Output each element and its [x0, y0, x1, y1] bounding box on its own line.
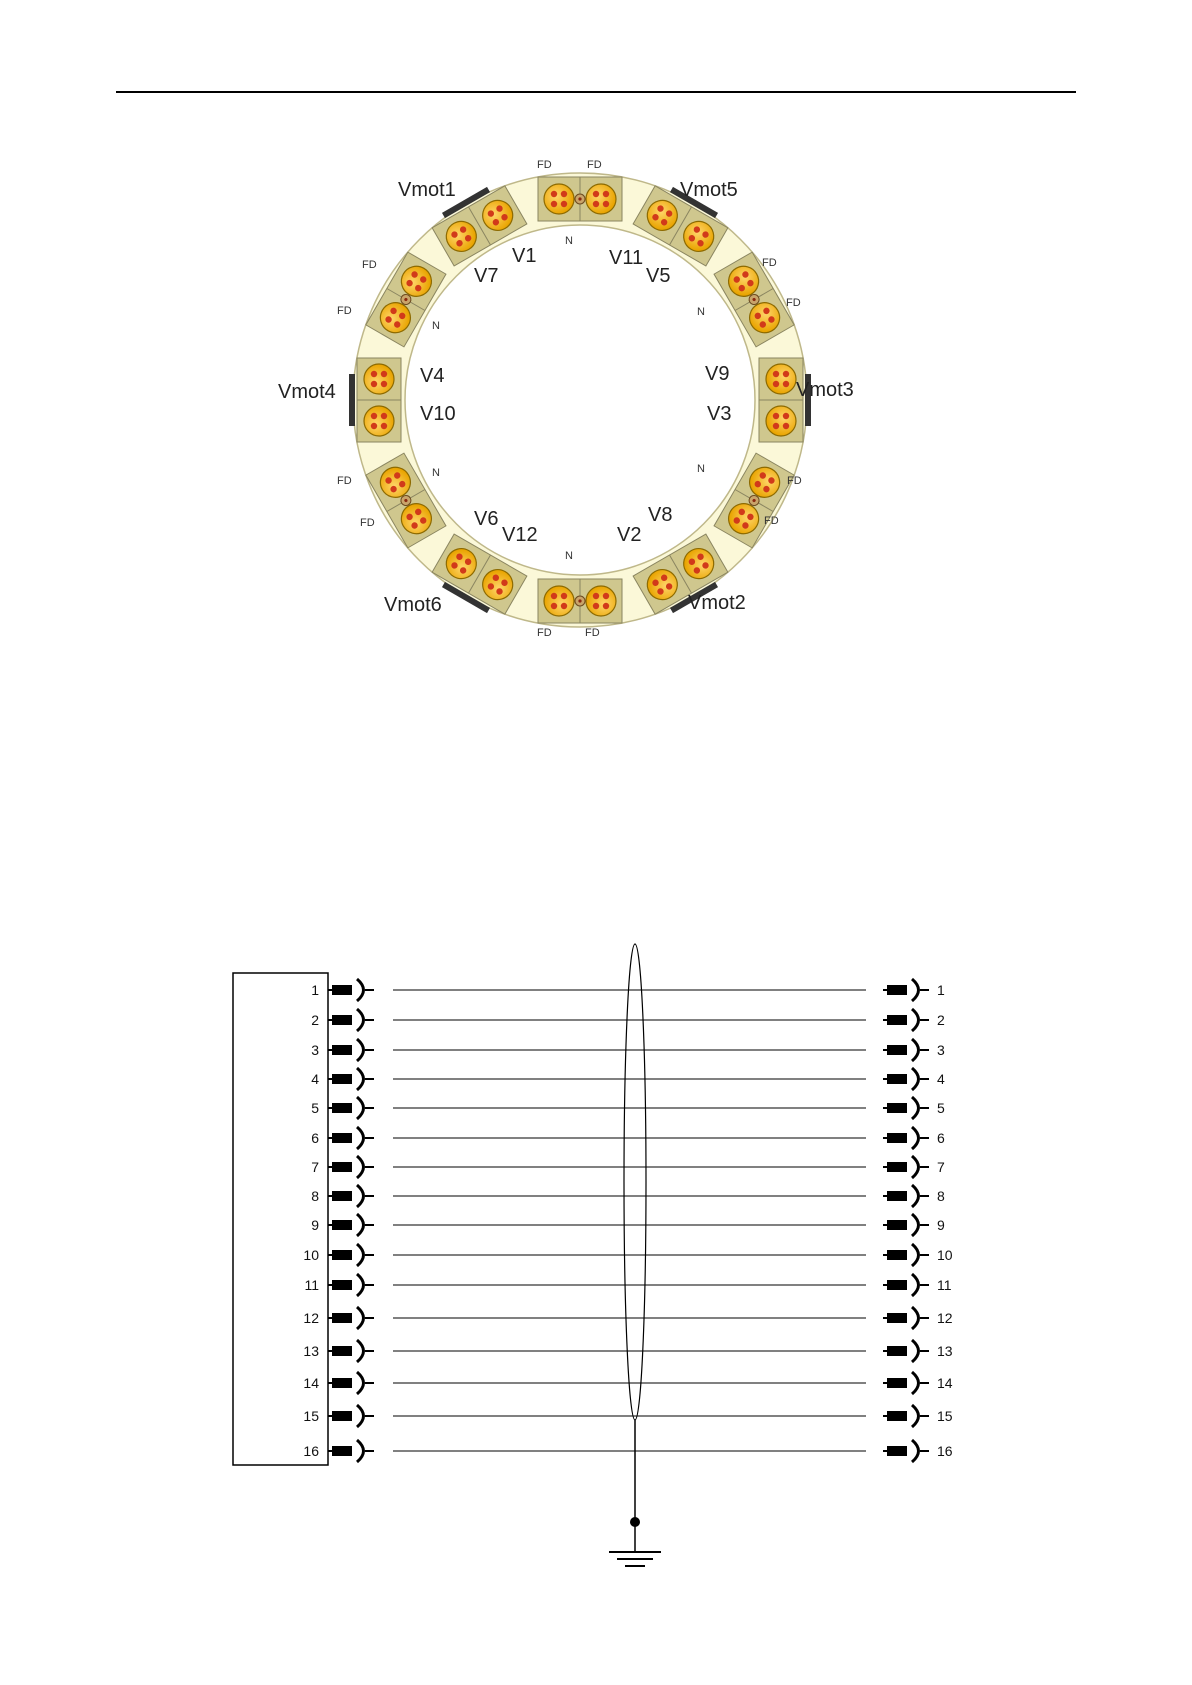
pin-row — [311, 1156, 945, 1178]
pin-row — [311, 1039, 945, 1061]
left-connector-icon — [328, 1440, 374, 1462]
left-pin-label: 16 — [303, 1443, 319, 1459]
right-pin-label: 8 — [937, 1188, 945, 1204]
left-connector-icon — [328, 1097, 374, 1119]
left-pin-label: 15 — [303, 1408, 319, 1424]
left-connector-icon — [328, 1244, 374, 1266]
left-connector-icon — [328, 1185, 374, 1207]
left-connector-icon — [328, 1405, 374, 1427]
right-connector-icon — [883, 1097, 929, 1119]
right-connector-icon — [883, 1405, 929, 1427]
right-connector-icon — [883, 1440, 929, 1462]
right-pin-label: 15 — [937, 1408, 953, 1424]
left-connector-icon — [328, 1009, 374, 1031]
right-pin-label: 10 — [937, 1247, 953, 1263]
right-connector-icon — [883, 1156, 929, 1178]
fd-label: FD — [585, 627, 600, 639]
right-connector-icon — [883, 1185, 929, 1207]
valve-label-v5: V5 — [646, 265, 671, 287]
pin-row — [311, 1068, 945, 1090]
pin-row — [303, 1307, 952, 1329]
fd-label: FD — [537, 627, 552, 639]
right-pin-label: 7 — [937, 1159, 945, 1175]
fd-label: FD — [786, 297, 801, 309]
valve-label-v3: V3 — [707, 403, 732, 425]
right-connector-icon — [883, 1340, 929, 1362]
left-connector-icon — [328, 979, 374, 1001]
right-pin-label: 3 — [937, 1042, 945, 1058]
right-pin-label: 14 — [937, 1375, 953, 1391]
left-connector-icon — [328, 1156, 374, 1178]
pin-row — [311, 1097, 945, 1119]
left-connector-icon — [328, 1127, 374, 1149]
left-pin-label: 13 — [303, 1343, 319, 1359]
left-pin-label: 3 — [311, 1042, 319, 1058]
fd-label: FD — [587, 159, 602, 171]
shield-junction — [630, 1517, 640, 1527]
right-connector-icon — [883, 1244, 929, 1266]
valve-label-v11: V11 — [609, 247, 644, 269]
pin-row — [311, 1214, 945, 1236]
fd-label: FD — [337, 305, 352, 317]
right-pin-label: 4 — [937, 1071, 945, 1087]
pin-row — [311, 1009, 945, 1031]
n-label: N — [565, 235, 573, 247]
fd-label: FD — [787, 475, 802, 487]
right-pin-label: 11 — [937, 1277, 952, 1293]
left-pin-label: 9 — [311, 1217, 319, 1233]
pin-row — [304, 1274, 951, 1296]
n-label: N — [432, 467, 440, 479]
left-pin-label: 8 — [311, 1188, 319, 1204]
pin-row — [311, 1127, 945, 1149]
cable-shield — [624, 944, 646, 1420]
left-pin-label: 5 — [311, 1100, 319, 1116]
left-pin-label: 6 — [311, 1130, 319, 1146]
left-pin-label: 10 — [303, 1247, 319, 1263]
right-pin-label: 1 — [937, 982, 945, 998]
fd-label: FD — [362, 259, 377, 271]
motor-label-vmot3: Vmot3 — [796, 379, 854, 401]
valve-label-v2: V2 — [617, 524, 642, 546]
right-connector-icon — [883, 979, 929, 1001]
right-pin-label: 9 — [937, 1217, 945, 1233]
pin-row — [303, 1440, 952, 1462]
left-pin-label: 1 — [311, 982, 319, 998]
left-pin-label: 2 — [311, 1012, 319, 1028]
valve-label-v7: V7 — [474, 265, 499, 287]
pin-row — [303, 1244, 952, 1266]
left-pin-label: 14 — [303, 1375, 319, 1391]
right-connector-icon — [883, 1372, 929, 1394]
motor-label-vmot4: Vmot4 — [278, 381, 336, 403]
n-label: N — [697, 306, 705, 318]
valve-label-v9: V9 — [705, 363, 730, 385]
right-connector-icon — [883, 1307, 929, 1329]
motor-label-vmot1: Vmot1 — [398, 179, 456, 201]
left-connector-icon — [328, 1214, 374, 1236]
motor-label-vmot2: Vmot2 — [688, 592, 746, 614]
right-pin-label: 16 — [937, 1443, 953, 1459]
fd-label: FD — [762, 257, 777, 269]
right-pin-label: 13 — [937, 1343, 953, 1359]
fd-label: FD — [337, 475, 352, 487]
valve-label-v12: V12 — [502, 524, 538, 546]
valve-label-v1: V1 — [512, 245, 537, 267]
left-pin-label: 11 — [304, 1277, 319, 1293]
fd-label: FD — [764, 515, 779, 527]
right-pin-label: 5 — [937, 1100, 945, 1116]
pin-row — [303, 1405, 952, 1427]
right-pin-label: 6 — [937, 1130, 945, 1146]
left-connector-icon — [328, 1039, 374, 1061]
left-pin-label: 4 — [311, 1071, 319, 1087]
fd-label: FD — [360, 517, 375, 529]
n-label: N — [432, 320, 440, 332]
left-connector-icon — [328, 1274, 374, 1296]
right-pin-label: 2 — [937, 1012, 945, 1028]
motor-label-vmot6: Vmot6 — [384, 594, 442, 616]
left-pin-label: 12 — [303, 1310, 319, 1326]
right-connector-icon — [883, 1214, 929, 1236]
valve-label-v4: V4 — [420, 365, 445, 387]
valve-label-v10: V10 — [420, 403, 456, 425]
pin-row — [311, 1185, 945, 1207]
right-connector-icon — [883, 1039, 929, 1061]
right-connector-icon — [883, 1009, 929, 1031]
n-label: N — [565, 550, 573, 562]
valve-label-v6: V6 — [474, 508, 499, 530]
left-connector-icon — [328, 1340, 374, 1362]
ground-symbol — [609, 1552, 661, 1566]
left-connector-icon — [328, 1068, 374, 1090]
left-connector-icon — [328, 1307, 374, 1329]
fd-label: FD — [537, 159, 552, 171]
right-connector-icon — [883, 1068, 929, 1090]
valve-label-v8: V8 — [648, 504, 673, 526]
right-connector-icon — [883, 1274, 929, 1296]
right-pin-label: 12 — [937, 1310, 953, 1326]
right-connector-icon — [883, 1127, 929, 1149]
motor-label-vmot5: Vmot5 — [680, 179, 738, 201]
left-connector-icon — [328, 1372, 374, 1394]
left-pin-label: 7 — [311, 1159, 319, 1175]
n-label: N — [697, 463, 705, 475]
